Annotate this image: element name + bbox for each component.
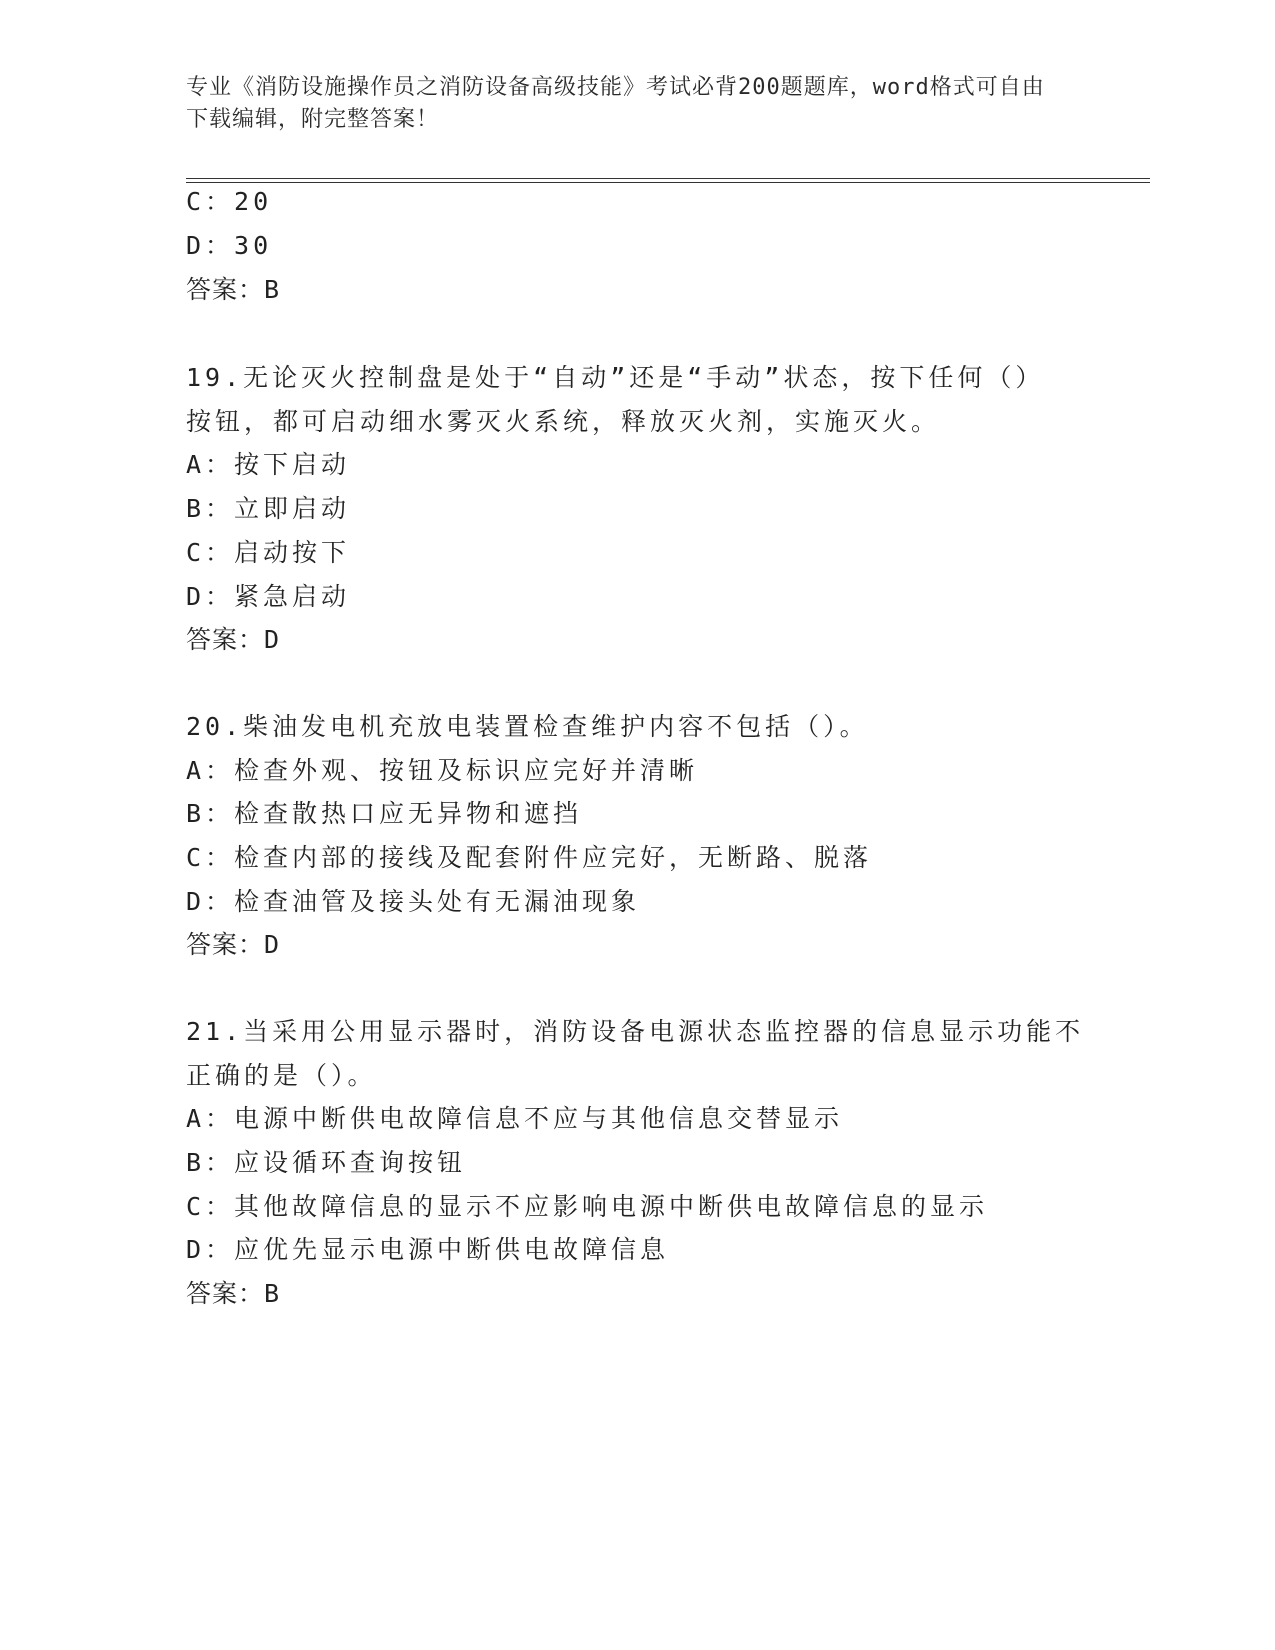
header-divider-top (186, 178, 1150, 179)
q19-option-b: B：立即启动 (186, 494, 351, 523)
q19-stem-line2: 按钮，都可启动细水雾灭火系统，释放灭火剂，实施灭火。 (186, 407, 941, 436)
q21-stem-line1: 21.当采用公用显示器时，消防设备电源状态监控器的信息显示功能不 (186, 1017, 1085, 1046)
header-divider-bottom (186, 182, 1150, 183)
q19-stem-line1: 19.无论灭火控制盘是处于“自动”还是“手动”状态，按下任何（） (186, 363, 1045, 392)
q20-answer: 答案：D (186, 930, 281, 959)
q21-option-b: B：应设循环查询按钮 (186, 1148, 467, 1177)
q21-stem-line2: 正确的是（）。 (186, 1061, 377, 1090)
q21-option-a: A：电源中断供电故障信息不应与其他信息交替显示 (186, 1104, 844, 1133)
q19-option-d: D：紧急启动 (186, 582, 351, 611)
q20-stem: 20.柴油发电机充放电装置检查维护内容不包括（）。 (186, 712, 869, 741)
q21-answer: 答案：B (186, 1279, 281, 1308)
q18-answer: 答案：B (186, 275, 281, 304)
document-header: 专业《消防设施操作员之消防设备高级技能》考试必背200题题库，word格式可自由下载编辑，附完整答案！ (186, 75, 1045, 132)
q21-option-d: D：应优先显示电源中断供电故障信息 (186, 1235, 670, 1264)
q20-option-b: B：检查散热口应无异物和遮挡 (186, 799, 583, 828)
q20-option-c: C：检查内部的接线及配套附件应完好，无断路、脱落 (186, 843, 873, 872)
q18-option-c: C：20 (186, 187, 273, 216)
q19-option-c: C：启动按下 (186, 538, 351, 567)
q20-option-d: D：检查油管及接头处有无漏油现象 (186, 887, 641, 916)
q18-option-d: D：30 (186, 231, 273, 260)
q19-answer: 答案：D (186, 625, 281, 654)
q20-option-a: A：检查外观、按钮及标识应完好并清晰 (186, 756, 699, 785)
q21-option-c: C：其他故障信息的显示不应影响电源中断供电故障信息的显示 (186, 1192, 989, 1221)
q19-option-a: A：按下启动 (186, 450, 351, 479)
